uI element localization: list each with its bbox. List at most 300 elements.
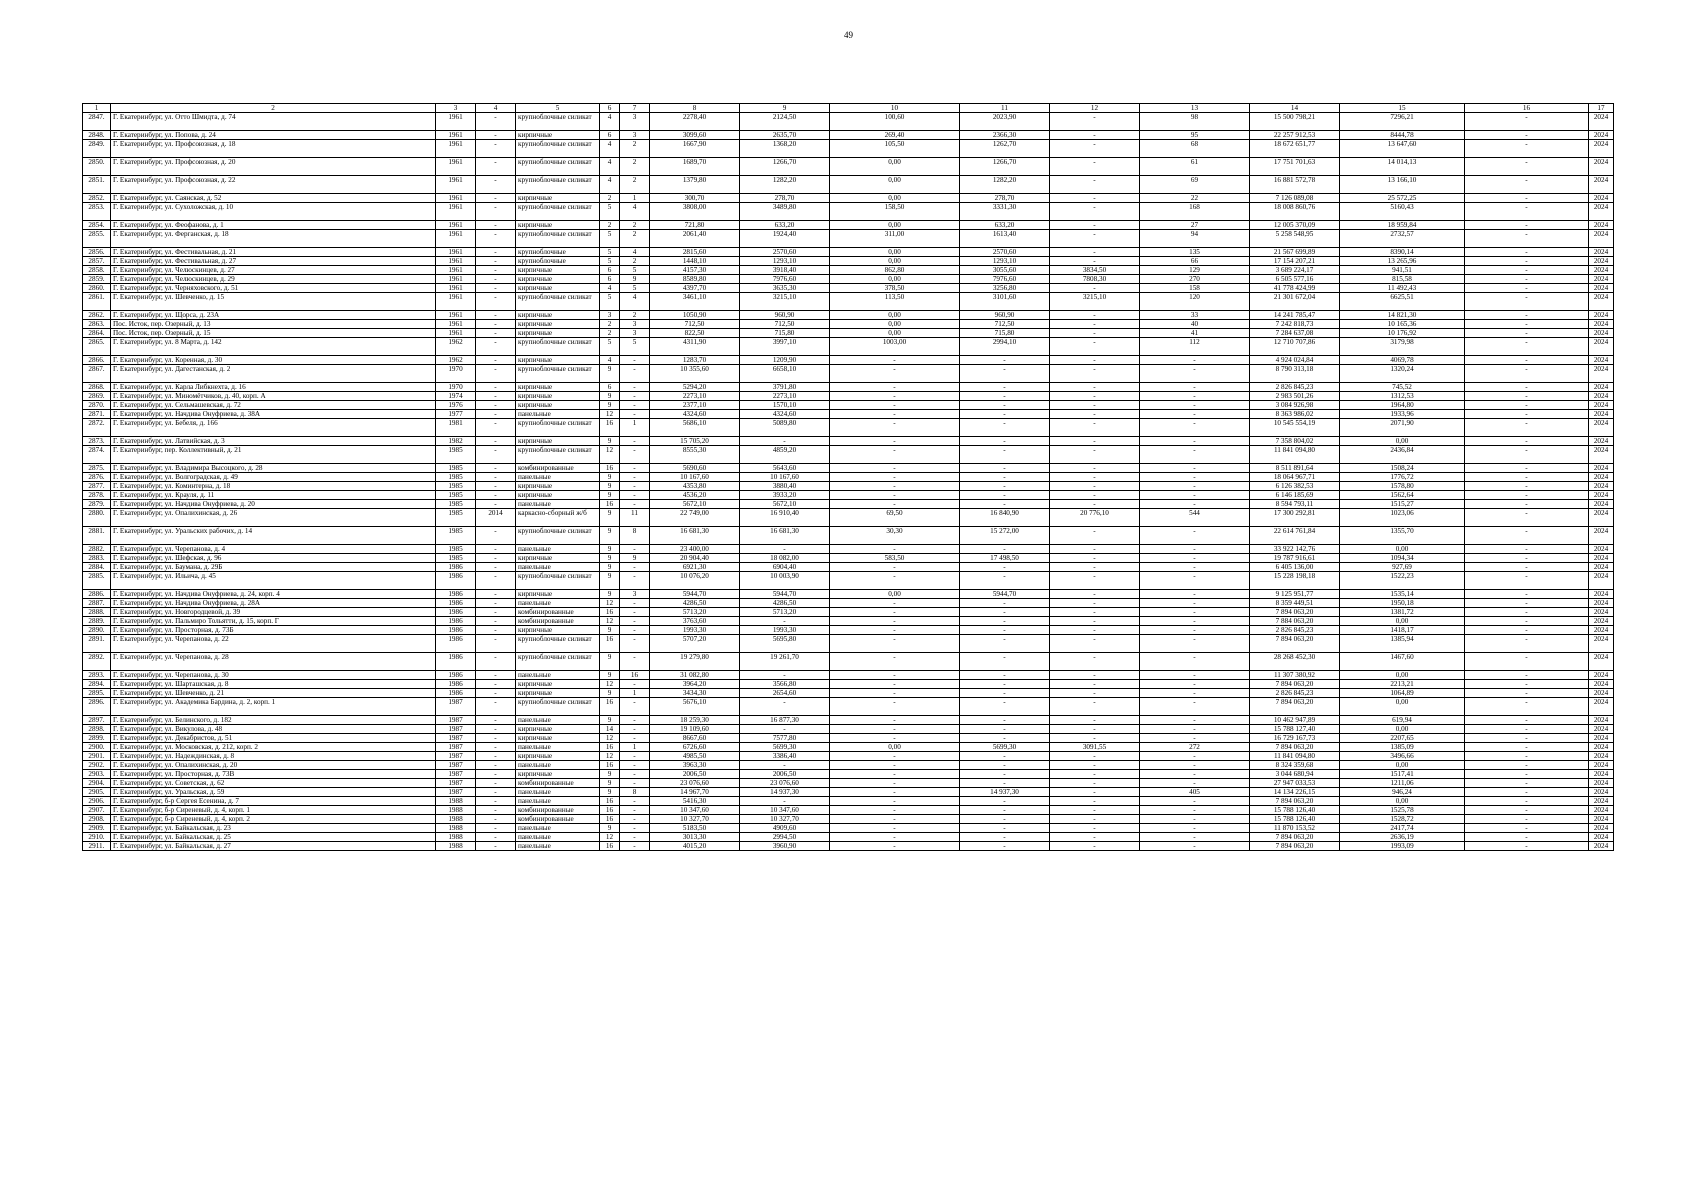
table-cell: 1993,30 — [650, 626, 740, 635]
table-cell: 1368,20 — [740, 140, 830, 158]
table-cell: - — [1140, 491, 1250, 500]
table-cell: 8390,14 — [1340, 248, 1465, 257]
table-cell: - — [620, 446, 650, 464]
table-cell: 2994,50 — [740, 833, 830, 842]
table-cell: - — [620, 635, 650, 653]
table-cell: 7 894 063,20 — [1250, 680, 1340, 689]
table-cell: - — [830, 392, 960, 401]
table-cell: - — [476, 401, 516, 410]
table-cell: 2879. — [83, 500, 111, 509]
table-cell: кирпичные — [516, 734, 600, 743]
table-cell: 2867. — [83, 365, 111, 383]
table-cell: - — [830, 464, 960, 473]
table-cell: 544 — [1140, 509, 1250, 527]
table-cell: 5672,10 — [650, 500, 740, 509]
table-cell: 6 — [600, 266, 620, 275]
table-cell: 1987 — [436, 761, 476, 770]
table-cell: 7 894 063,20 — [1250, 698, 1340, 716]
table-cell: крупноблочные силикат — [516, 527, 600, 545]
table-cell: - — [620, 815, 650, 824]
table-cell: 1961 — [436, 203, 476, 221]
table-cell: 100,60 — [830, 113, 960, 131]
table-row — [83, 446, 1614, 464]
table-cell: 1970 — [436, 365, 476, 383]
table-row — [83, 131, 1614, 140]
table-cell: 17 300 292,81 — [1250, 509, 1340, 527]
table-cell: - — [476, 410, 516, 419]
table-cell: Г. Екатеринбург, ул. Опалихинская, д. 20 — [111, 761, 436, 770]
table-cell: 2902. — [83, 761, 111, 770]
table-cell: - — [960, 500, 1050, 509]
table-cell: 7976,60 — [740, 275, 830, 284]
table-cell: 1 — [620, 419, 650, 437]
table-cell: 7 894 063,20 — [1250, 842, 1340, 851]
table-cell: - — [620, 563, 650, 572]
table-cell: крупноблочные силикат — [516, 635, 600, 653]
table-cell: 1050,90 — [650, 311, 740, 320]
table-cell: 5294,20 — [650, 383, 740, 392]
table-cell: - — [1140, 563, 1250, 572]
table-cell: - — [830, 833, 960, 842]
table-cell: 2896. — [83, 698, 111, 716]
table-cell: 5643,60 — [740, 464, 830, 473]
table-cell: 0,00 — [830, 329, 960, 338]
table-cell: 3 689 224,17 — [1250, 266, 1340, 275]
table-cell: - — [1465, 842, 1589, 851]
table-cell: 1974 — [436, 392, 476, 401]
table-cell: кирпичные — [516, 725, 600, 734]
table-cell: 2850. — [83, 158, 111, 176]
table-cell: 9 — [600, 671, 620, 680]
table-cell: - — [960, 734, 1050, 743]
table-cell: 1023,06 — [1340, 509, 1465, 527]
table-cell: - — [960, 482, 1050, 491]
table-cell: 2871. — [83, 410, 111, 419]
table-cell: 2 — [620, 230, 650, 248]
table-cell: 2024 — [1589, 194, 1614, 203]
table-cell: 5 — [620, 338, 650, 356]
table-cell: - — [1465, 743, 1589, 752]
table-cell: 2882. — [83, 545, 111, 554]
table-cell: - — [1140, 797, 1250, 806]
table-cell: - — [830, 815, 960, 824]
table-cell: 2 826 845,23 — [1250, 626, 1340, 635]
table-cell: 2891. — [83, 635, 111, 653]
table-cell: - — [476, 356, 516, 365]
table-cell: Г. Екатеринбург, ул. Байкальская, д. 27 — [111, 842, 436, 851]
table-cell: - — [1050, 491, 1140, 500]
column-number-cell: 3 — [436, 104, 476, 113]
table-cell: 2859. — [83, 275, 111, 284]
table-cell: - — [1140, 617, 1250, 626]
table-row — [83, 275, 1614, 284]
table-cell: Г. Екатеринбург, пер. Коллективный, д. 21 — [111, 446, 436, 464]
table-row — [83, 815, 1614, 824]
table-cell: кирпичные — [516, 680, 600, 689]
table-cell: - — [830, 653, 960, 671]
table-cell: 98 — [1140, 113, 1250, 131]
table-cell: комбинированные — [516, 608, 600, 617]
table-cell: 9 — [600, 626, 620, 635]
table-cell: 2887. — [83, 599, 111, 608]
table-cell: 1970 — [436, 383, 476, 392]
table-cell: кирпичные — [516, 392, 600, 401]
table-cell: - — [620, 500, 650, 509]
table-cell: 1986 — [436, 689, 476, 698]
table-cell: - — [1050, 248, 1140, 257]
table-row — [83, 113, 1614, 131]
table-cell: - — [476, 158, 516, 176]
table-cell: панельные — [516, 716, 600, 725]
table-cell: 2635,70 — [740, 131, 830, 140]
table-cell: 5183,50 — [650, 824, 740, 833]
table-cell: 2895. — [83, 689, 111, 698]
table-cell: - — [1465, 176, 1589, 194]
column-number-row — [83, 104, 1614, 113]
table-cell: 2894. — [83, 680, 111, 689]
table-cell: - — [476, 833, 516, 842]
table-cell: 2024 — [1589, 563, 1614, 572]
table-cell: 3055,60 — [960, 266, 1050, 275]
table-cell: - — [620, 698, 650, 716]
table-cell: 5707,20 — [650, 635, 740, 653]
table-cell: 3963,30 — [650, 761, 740, 770]
table-cell: 2024 — [1589, 293, 1614, 311]
table-cell: 69 — [1140, 176, 1250, 194]
table-cell: 0,00 — [1340, 725, 1465, 734]
table-cell: 1312,53 — [1340, 392, 1465, 401]
table-cell: - — [476, 554, 516, 563]
table-cell: 15 788 126,40 — [1250, 806, 1340, 815]
table-cell: 3101,60 — [960, 293, 1050, 311]
table-cell: кирпичные — [516, 626, 600, 635]
table-cell: 28 268 452,30 — [1250, 653, 1340, 671]
table-row — [83, 491, 1614, 500]
table-cell: 2024 — [1589, 671, 1614, 680]
table-cell: 2024 — [1589, 338, 1614, 356]
table-row — [83, 743, 1614, 752]
table-cell: - — [1465, 500, 1589, 509]
table-cell: - — [476, 437, 516, 446]
table-cell: 2024 — [1589, 527, 1614, 545]
table-cell: 2014 — [476, 509, 516, 527]
table-cell: Г. Екатеринбург, ул. Латвийская, д. 3 — [111, 437, 436, 446]
table-cell: 4 924 024,84 — [1250, 356, 1340, 365]
table-cell: 9 — [600, 482, 620, 491]
table-cell: 2570,60 — [740, 248, 830, 257]
table-cell: 2024 — [1589, 752, 1614, 761]
table-cell: - — [1050, 464, 1140, 473]
table-cell: - — [960, 563, 1050, 572]
table-cell: - — [476, 311, 516, 320]
table-cell: панельные — [516, 545, 600, 554]
table-cell: 10 176,92 — [1340, 329, 1465, 338]
table-cell: 2207,65 — [1340, 734, 1465, 743]
table-cell: - — [830, 779, 960, 788]
table-cell: 16 — [600, 842, 620, 851]
table-cell: 10 327,70 — [650, 815, 740, 824]
table-cell: 2024 — [1589, 275, 1614, 284]
table-cell: - — [620, 383, 650, 392]
table-cell: 2024 — [1589, 761, 1614, 770]
table-cell: 270 — [1140, 275, 1250, 284]
table-cell: - — [1465, 320, 1589, 329]
table-cell: - — [620, 410, 650, 419]
table-cell: - — [1050, 635, 1140, 653]
table-cell: 2024 — [1589, 734, 1614, 743]
table-cell: 941,51 — [1340, 266, 1465, 275]
table-cell: - — [476, 797, 516, 806]
table-cell: 1961 — [436, 329, 476, 338]
table-cell: 3091,55 — [1050, 743, 1140, 752]
table-cell: - — [1465, 527, 1589, 545]
table-cell: - — [1465, 392, 1589, 401]
table-cell: 2864. — [83, 329, 111, 338]
table-cell: - — [1140, 572, 1250, 590]
table-cell: 5 — [600, 338, 620, 356]
table-cell: 1262,70 — [960, 140, 1050, 158]
table-cell: кирпичные — [516, 311, 600, 320]
table-cell: панельные — [516, 788, 600, 797]
table-cell: Г. Екатеринбург, ул. Белинского, д. 182 — [111, 716, 436, 725]
table-cell: - — [476, 743, 516, 752]
table-row — [83, 401, 1614, 410]
table-cell: - — [1050, 221, 1140, 230]
table-cell: 1985 — [436, 509, 476, 527]
table-cell: 745,52 — [1340, 383, 1465, 392]
table-cell: 0,00 — [830, 158, 960, 176]
table-cell: 14 937,30 — [740, 788, 830, 797]
table-cell: Г. Екатеринбург, б-р Сиреневый, д. 4, корп. 2 — [111, 815, 436, 824]
table-cell: - — [960, 437, 1050, 446]
table-cell: 6 126 382,53 — [1250, 482, 1340, 491]
table-cell: 4157,30 — [650, 266, 740, 275]
table-cell: - — [476, 446, 516, 464]
table-cell: 7 894 063,20 — [1250, 635, 1340, 653]
table-cell: 16 — [600, 815, 620, 824]
table-cell: 19 109,60 — [650, 725, 740, 734]
table-cell: 5699,30 — [960, 743, 1050, 752]
table-cell: 11 841 094,80 — [1250, 446, 1340, 464]
table-cell: 3 084 926,98 — [1250, 401, 1340, 410]
table-cell: 2863. — [83, 320, 111, 329]
table-cell: - — [1465, 482, 1589, 491]
table-cell: 16 881 572,78 — [1250, 176, 1340, 194]
table-cell: 2 — [620, 176, 650, 194]
table-cell: 3763,60 — [650, 617, 740, 626]
table-cell: - — [1050, 401, 1140, 410]
table-cell: 3434,30 — [650, 689, 740, 698]
table-row — [83, 392, 1614, 401]
column-number-cell: 11 — [960, 104, 1050, 113]
table-cell: 2911. — [83, 842, 111, 851]
table-cell: 8 — [620, 527, 650, 545]
table-cell: - — [830, 365, 960, 383]
table-cell: Г. Екатеринбург, ул. Челюскинцев, д. 27 — [111, 266, 436, 275]
table-cell: 2273,10 — [650, 392, 740, 401]
table-cell: 27 947 033,53 — [1250, 779, 1340, 788]
table-cell: 9 — [620, 554, 650, 563]
table-cell: 2 — [600, 194, 620, 203]
table-cell: - — [1050, 797, 1140, 806]
table-cell: панельные — [516, 743, 600, 752]
table-cell: 9 — [600, 527, 620, 545]
table-cell: 5686,10 — [650, 419, 740, 437]
table-cell: Г. Екатеринбург, ул. Байкальская, д. 25 — [111, 833, 436, 842]
table-cell: 10 355,60 — [650, 365, 740, 383]
table-cell: - — [476, 806, 516, 815]
table-cell: Г. Екатеринбург, ул. Шевченко, д. 15 — [111, 293, 436, 311]
table-cell: - — [1140, 752, 1250, 761]
table-cell: 2893. — [83, 671, 111, 680]
table-cell: 2878. — [83, 491, 111, 500]
table-cell: 9 — [600, 491, 620, 500]
table-cell: - — [830, 473, 960, 482]
table-cell: - — [1465, 635, 1589, 653]
table-cell: 2024 — [1589, 770, 1614, 779]
table-cell: крупноблочные силикат — [516, 158, 600, 176]
table-cell: 22 749,00 — [650, 509, 740, 527]
table-cell: 27 — [1140, 221, 1250, 230]
table-cell: - — [1140, 554, 1250, 563]
table-cell: - — [1140, 671, 1250, 680]
table-cell: 4909,60 — [740, 824, 830, 833]
table-cell: 2417,74 — [1340, 824, 1465, 833]
table-cell: - — [476, 572, 516, 590]
table-cell: - — [740, 671, 830, 680]
table-cell: - — [1050, 203, 1140, 221]
table-cell: - — [1050, 833, 1140, 842]
table-cell: 2852. — [83, 194, 111, 203]
table-cell: кирпичные — [516, 491, 600, 500]
table-cell: - — [1465, 698, 1589, 716]
table-cell: 7296,21 — [1340, 113, 1465, 131]
table-cell: 1987 — [436, 734, 476, 743]
table-cell: - — [620, 761, 650, 770]
table-cell: 4353,80 — [650, 482, 740, 491]
table-row — [83, 689, 1614, 698]
table-cell: 2024 — [1589, 140, 1614, 158]
table-cell: - — [1465, 311, 1589, 320]
table-cell: - — [1465, 140, 1589, 158]
table-cell: Г. Екатеринбург, ул. Черепанова, д. 28 — [111, 653, 436, 671]
table-cell: - — [620, 779, 650, 788]
table-cell: - — [1465, 752, 1589, 761]
table-cell: 1562,64 — [1340, 491, 1465, 500]
table-cell: Г. Екатеринбург, ул. Шевченко, д. 21 — [111, 689, 436, 698]
table-cell: 2071,90 — [1340, 419, 1465, 437]
table-cell: 2849. — [83, 140, 111, 158]
table-cell: 0,00 — [830, 248, 960, 257]
table-cell: - — [620, 608, 650, 617]
table-cell: 2900. — [83, 743, 111, 752]
table-cell: - — [476, 140, 516, 158]
table-cell: 1962 — [436, 338, 476, 356]
table-cell: - — [1050, 545, 1140, 554]
table-cell: 0,00 — [830, 257, 960, 266]
table-cell: - — [476, 176, 516, 194]
table-cell: 2 — [620, 140, 650, 158]
table-cell: Г. Екатеринбург, ул. Щорса, д. 23А — [111, 311, 436, 320]
table-cell: 5672,10 — [740, 500, 830, 509]
table-cell: 1985 — [436, 482, 476, 491]
table-cell: 1977 — [436, 410, 476, 419]
table-cell: 2436,84 — [1340, 446, 1465, 464]
table-cell: - — [960, 410, 1050, 419]
table-cell: 1282,20 — [960, 176, 1050, 194]
table-cell: - — [1140, 473, 1250, 482]
table-cell: - — [476, 617, 516, 626]
table-row — [83, 797, 1614, 806]
table-cell: Г. Екатеринбург, ул. Начдива Онуфриева, д. 24, корп. 4 — [111, 590, 436, 599]
table-cell: - — [960, 473, 1050, 482]
table-cell: - — [476, 464, 516, 473]
table-cell: 5944,70 — [960, 590, 1050, 599]
table-cell: 2851. — [83, 176, 111, 194]
table-row — [83, 356, 1614, 365]
table-cell: - — [1050, 500, 1140, 509]
table-cell: 2024 — [1589, 365, 1614, 383]
table-cell: 633,20 — [960, 221, 1050, 230]
table-row — [83, 734, 1614, 743]
table-cell: кирпичные — [516, 590, 600, 599]
table-cell: панельные — [516, 563, 600, 572]
table-cell: - — [1465, 815, 1589, 824]
table-row — [83, 365, 1614, 383]
table-cell: 129 — [1140, 266, 1250, 275]
table-cell: 16 — [600, 761, 620, 770]
table-cell: 9 — [600, 689, 620, 698]
table-row — [83, 248, 1614, 257]
table-cell: 6658,10 — [740, 365, 830, 383]
table-cell: 2024 — [1589, 356, 1614, 365]
table-cell: 1961 — [436, 131, 476, 140]
table-cell: - — [1050, 680, 1140, 689]
table-cell: - — [1050, 230, 1140, 248]
table-cell: - — [960, 401, 1050, 410]
table-cell: Г. Екатеринбург, ул. Дагестанская, д. 2 — [111, 365, 436, 383]
table-cell: - — [1465, 545, 1589, 554]
table-cell: 8444,78 — [1340, 131, 1465, 140]
table-cell: - — [1050, 140, 1140, 158]
table-cell: - — [476, 563, 516, 572]
table-cell: Г. Екатеринбург, ул. Надеждинская, д. 8 — [111, 752, 436, 761]
table-cell: - — [476, 626, 516, 635]
table-cell: 33 922 142,76 — [1250, 545, 1340, 554]
table-cell: 3 — [620, 329, 650, 338]
table-cell: 2994,10 — [960, 338, 1050, 356]
table-cell: 2861. — [83, 293, 111, 311]
table-cell: 6 — [600, 383, 620, 392]
table-cell: Г. Екатеринбург, ул. Волгоградская, д. 49 — [111, 473, 436, 482]
table-cell: 61 — [1140, 158, 1250, 176]
table-cell: 2886. — [83, 590, 111, 599]
table-cell: - — [740, 617, 830, 626]
table-row — [83, 410, 1614, 419]
table-cell: - — [1465, 554, 1589, 563]
table-cell: - — [476, 653, 516, 671]
table-cell: - — [1140, 365, 1250, 383]
table-cell: - — [1050, 113, 1140, 131]
table-cell: 2901. — [83, 752, 111, 761]
table-row — [83, 194, 1614, 203]
table-cell: 2024 — [1589, 464, 1614, 473]
table-cell: Г. Екатеринбург, ул. Начдива Онуфриева, д. 28А — [111, 599, 436, 608]
table-cell: 1986 — [436, 617, 476, 626]
table-cell: 6 146 185,69 — [1250, 491, 1340, 500]
table-cell: - — [476, 815, 516, 824]
table-cell: - — [1465, 437, 1589, 446]
